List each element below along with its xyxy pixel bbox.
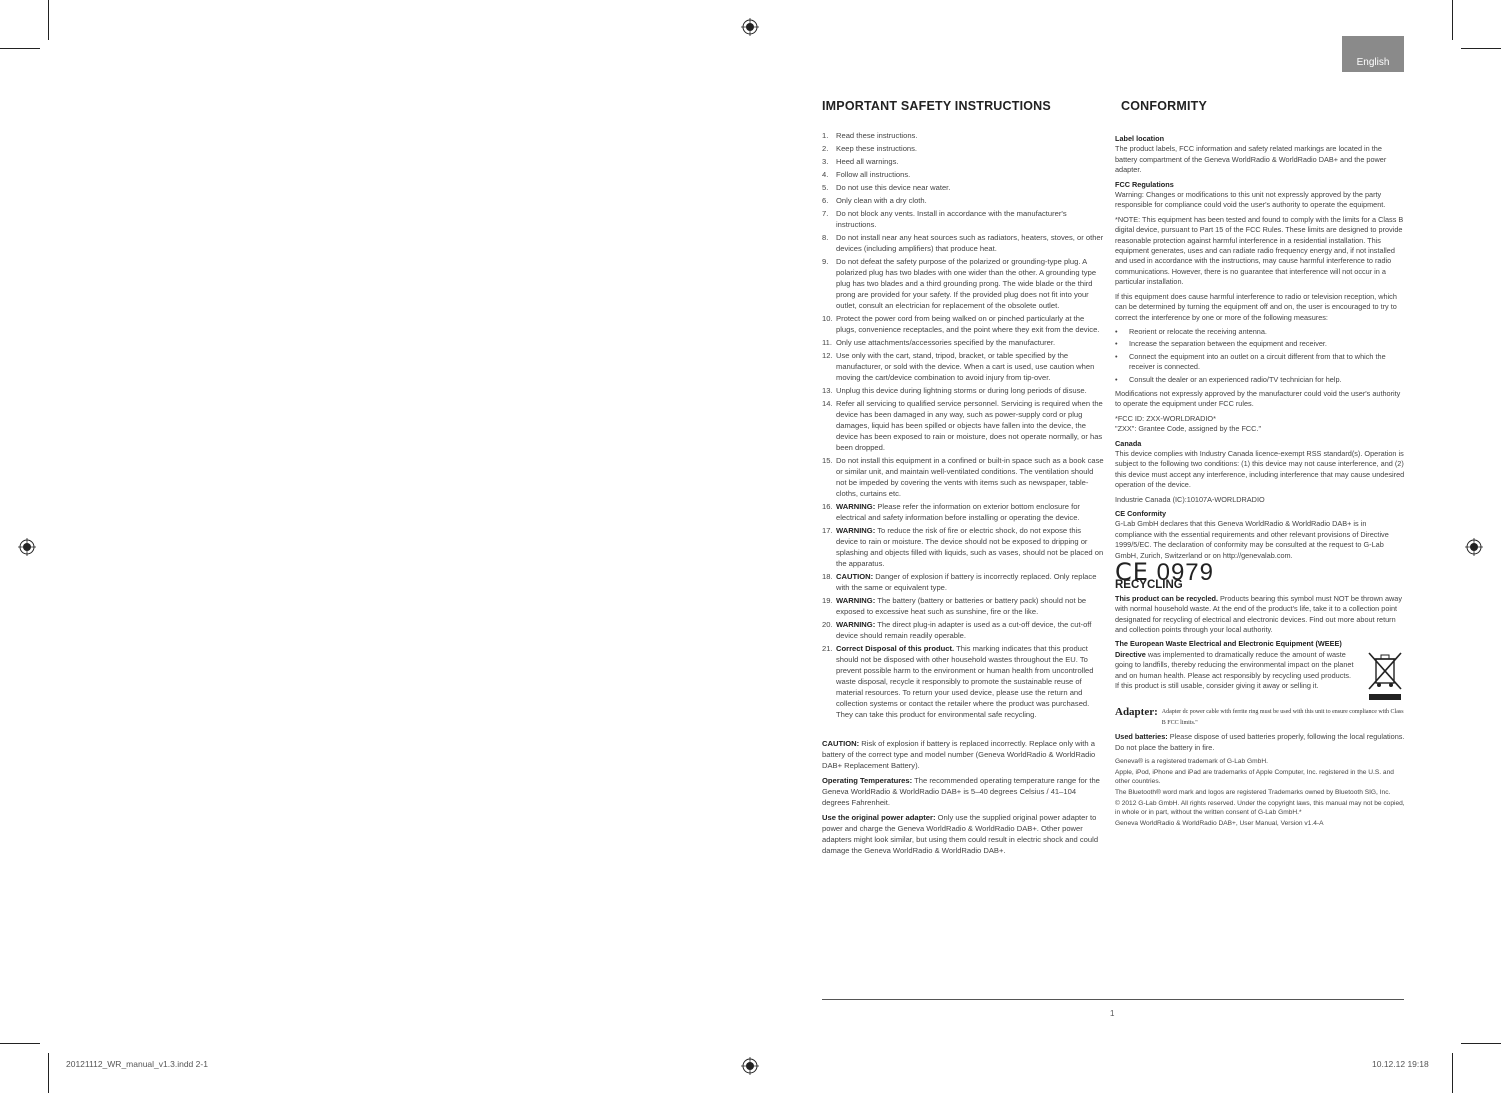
crop-mark [48,1053,49,1093]
safety-item-number: 7. [822,209,829,218]
manual-version: Geneva WorldRadio & WorldRadio DAB+, User Manual, Version v1.4-A [1115,820,1324,828]
safety-item-text: CAUTION: Danger of explosion if battery is incorrectly replaced. Only replace with the same or equivalent type. [836,572,1097,592]
safety-item [822,232,1105,254]
canada-title: Canada [1115,438,1142,448]
fcc-measure-item: • Connect the equipment into an outlet on a circuit different from that to which the receiver is connected. [1115,351,1386,372]
safety-item-text: Follow all instructions. [836,170,911,179]
safety-item [822,130,1105,141]
safety-item-text: Read these instructions. [836,131,918,140]
safety-item-number: 6. [822,196,829,205]
safety-item [822,643,1105,720]
crop-mark [1452,0,1453,40]
fcc-note: *NOTE: This equipment has been tested and found to comply with the limits for a Class B digital device, pursuant to Part 15 of the FCC Rules. These limits are designed to provide reasonable protection against harmful interference in a residential installation. This equipment generates, uses and can radiate radio frequency energy and, if not installed and used in accordance with the instructions, may cause harmful interference to radio communications. However, there is no guarantee that interference will not occur in a particular installation. [1115,214,1404,287]
language-label: English [1356,57,1390,68]
registration-mark-icon [741,18,759,36]
temperature-paragraph: Operating Temperatures: The recommended operating temperature range for the Geneva WorldRadio & WorldRadio DAB+ is 5–40 degrees Celsius / 41–104 degrees Fahrenheit. [822,776,1100,807]
safety-item-number: 19. [822,596,833,605]
safety-item [822,169,1105,180]
safety-item-text: Only clean with a dry cloth. [836,196,927,205]
safety-item [822,350,1105,383]
safety-item-number: 8. [822,233,829,242]
conformity-column [1115,130,1405,828]
safety-item-number: 2. [822,144,829,153]
safety-heading: IMPORTANT SAFETY INSTRUCTIONS [822,99,1051,113]
safety-item-number: 12. [822,351,833,360]
safety-item-number: 9. [822,257,829,266]
safety-item [822,501,1105,523]
trademark-apple: Apple, iPod, iPhone and iPad are trademarks of Apple Computer, Inc. registered in the U.S. and other countries. [1115,769,1394,786]
footer-timestamp: 10.12.12 19:18 [1372,1059,1429,1069]
canada-ic: Industrie Canada (IC):10107A-WORLDRADIO [1115,494,1265,504]
weee-block [1115,639,1405,703]
safety-item-text: WARNING: To reduce the risk of fire or electric shock, do not expose this device to rain or moisture. The device should not be exposed to dripping or splashing and objects filled with liquids, such as vases, should not be placed on the apparatus. [836,526,1104,568]
fcc-title: FCC Regulations [1115,179,1174,189]
ce-title: CE Conformity [1115,509,1167,518]
bullet-icon: • [1115,351,1118,361]
safety-item-text: Unplug this device during lightning storms or during long periods of disuse. [836,386,1087,395]
safety-item [822,195,1105,206]
trademark-bluetooth: The Bluetooth® word mark and logos are registered Trademarks owned by Bluetooth SIG, Inc. [1115,789,1391,797]
safety-item-number: 10. [822,314,833,323]
fcc-grantee: "ZXX": Grantee Code, assigned by the FCC." [1115,424,1262,434]
language-tab [1342,36,1404,72]
caution-paragraph: CAUTION: Risk of explosion if battery is replaced incorrectly. Replace only with a battery of the correct type and model number (Geneva WorldRadio & WorldRadio DAB+ Replacement Battery). [822,739,1096,770]
safety-list [822,130,1105,720]
safety-item [822,143,1105,154]
safety-item-text: Heed all warnings. [836,157,899,166]
bullet-icon: • [1115,326,1118,336]
crop-mark [1461,48,1501,49]
safety-item [822,256,1105,311]
fcc-modifications: Modifications not expressly approved by the manufacturer could void the user's authority to operate the equipment under FCC rules. [1115,388,1401,409]
crop-mark [0,1043,40,1044]
safety-item-text: Correct Disposal of this product. This marking indicates that this product should not be disposed with other household wastes throughout the EU. To prevent possible harm to the environment or human health from uncontrolled waste disposal, recycle it responsibly to promote the sustainable reuse of material resources. To return your used device, please use the return and collection systems or contact the retailer where the product was purchased. They can take this product for environmental safe recycling. [836,644,1094,719]
ce-text: G-Lab GmbH declares that this Geneva WorldRadio & WorldRadio DAB+ is in compliance with the essential requirements and other relevant provisions of Directive 1999/5/EC. The declaration of conformity may be consulted at the request to G-Lab GmbH, Zurich, Switzerland or on http://genevalab.com. [1115,519,1389,560]
adapter-paragraph: Use the original power adapter: Only use the supplied original power adapter to power and charge the Geneva WorldRadio & WorldRadio DAB+. Other power adapters might look similar, but using them could result in electric shock and could damage the Geneva WorldRadio & WorldRadio DAB+. [822,813,1099,855]
crop-mark [1461,1043,1501,1044]
label-location-text: The product labels, FCC information and safety related markings are located in the battery compartment of the Geneva WorldRadio & WorldRadio DAB+ and the power adapter. [1115,144,1387,175]
safety-item [822,525,1105,569]
safety-item-text: Do not defeat the safety purpose of the polarized or grounding-type plug. A polarized plug has two blades with one wider than the other. A grounding type plug has two blades and a third grounding prong. The wide blade or the third prong are provided for your safety. If the provided plug does not fit into your outlet, consult an electrician for replacement of the obsolete outlet. [836,257,1097,310]
safety-item-text: WARNING: Please refer the information on exterior bottom enclosure for electrical and safety information before installing or operating the device. [836,502,1080,522]
copyright-notice: © 2012 G-Lab GmbH. All rights reserved. Under the copyright laws, this manual may not be copied, in whole or in part, without the written consent of G-Lab GmbH.* [1115,800,1405,817]
registration-mark-icon [18,538,36,556]
recycling-heading: RECYCLING [1115,579,1183,592]
trademark-geneva: Geneva® is a registered trademark of G-Lab GmbH. [1115,758,1268,766]
safety-item-number: 16. [822,502,833,511]
registration-mark-icon [1465,538,1483,556]
footer-filename: 20121112_WR_manual_v1.3.indd 2-1 [66,1059,208,1069]
fcc-measures-list [1115,327,1405,385]
safety-column [822,130,1105,860]
safety-item-text: Keep these instructions. [836,144,918,153]
safety-item-text: Refer all servicing to qualified service personnel. Servicing is required when the device has been damaged in any way, such as power-supply cord or plug damages, liquid has been spilled or objects have fallen into the device, the device has been exposed to rain or moisture, does not operate normally, or has been dropped. [836,399,1103,452]
safety-item-text: Do not use this device near water. [836,183,951,192]
safety-item-number: 14. [822,399,833,408]
safety-item-number: 5. [822,183,829,192]
safety-item [822,455,1105,499]
safety-item-number: 11. [822,338,832,347]
bullet-icon: • [1115,339,1118,349]
safety-item [822,182,1105,193]
fcc-measure-item: • Reorient or relocate the receiving antenna. [1115,326,1267,336]
canada-text: This device complies with Industry Canada licence-exempt RSS standard(s). Operation is subject to the following two conditions: (1) this device may not cause interference, and (2) this device must accept any interference, including interference that may cause undesired operation of the device. [1115,448,1405,490]
label-location-title: Label location [1115,134,1165,143]
safety-item-text: WARNING: The battery (battery or batteries or battery pack) should not be exposed to excessive heat such as sunshine, fire or the like. [836,596,1087,616]
safety-item [822,619,1105,641]
safety-item-text: Protect the power cord from being walked on or pinched particularly at the plugs, convenience receptacles, and the point where they exit from the device. [836,314,1100,334]
safety-item [822,156,1105,167]
crop-mark [48,0,49,40]
bottom-divider [822,999,1404,1000]
weee-paragraph: The European Waste Electrical and Electronic Equipment (WEEE) Directive was implemented to dramatically reduce the amount of waste going to landfills, thereby reducing the environmental impact on the planet and on human health. Please act responsibly by recycling used products. If this product is still usable, consider giving it away or selling it. [1115,639,1354,691]
fcc-warning: Warning: Changes or modifications to this unit not expressly approved by the party responsible for compliance could void the user's authority to operate the equipment. [1115,190,1386,210]
safety-item-text: Use only with the cart, stand, tripod, bracket, or table specified by the manufacturer, or sold with the device. When a cart is used, use caution when moving the cart/device combination to avoid injury from tip-over. [836,351,1095,382]
fcc-measure-item: • Increase the separation between the equipment and receiver. [1115,339,1327,349]
safety-item [822,337,1105,348]
safety-item-number: 13. [822,386,833,395]
fcc-if: If this equipment does cause harmful interference to radio or television reception, which can be determined by turning the equipment off and on, the user is encouraged to try to correct the interference by one or more of the following measures: [1115,291,1397,322]
safety-item-number: 1. [822,131,829,140]
safety-item-text: Do not install near any heat sources such as radiators, heaters, stoves, or other devices (including amplifiers) that produce heat. [836,233,1104,253]
batteries-paragraph: Used batteries: Please dispose of used batteries properly, following the local regulations. Do not place the battery in fire. [1115,732,1405,752]
safety-item-number: 20. [822,620,833,629]
crop-mark [0,48,40,49]
page-number: 1 [1110,1009,1115,1018]
safety-item [822,595,1105,617]
safety-item [822,385,1105,396]
adapter-note: Adapter: Adapter dc power cable with ferrite ring must be used with this unit to ensure compliance with Class B FCC limits." [1115,706,1404,726]
safety-item [822,208,1105,230]
safety-item-number: 4. [822,170,829,179]
safety-item-text: Do not block any vents. Install in accordance with the manufacturer's instructions. [836,209,1067,229]
recycle-paragraph: This product can be recycled. Products bearing this symbol must NOT be thrown away with normal household waste. At the end of the product's life, take it to a collection point designated for recycling of electrical and electronic devices. Find out more about return and collection points through your local authority. [1115,593,1402,635]
safety-item-text: WARNING: The direct plug-in adapter is used as a cut-off device, the cut-off device should remain readily operable. [836,620,1092,640]
registration-mark-icon [741,1057,759,1075]
safety-item-text: Do not install this equipment in a confined or built-in space such as a book case or similar unit, and maintain well-ventilated conditions. The ventilation should not be impeded by covering the vents with items such as newspaper, table-cloths, curtains etc. [836,456,1104,498]
ce-mark-logo: CE 0979 [1115,558,1214,587]
safety-item-number: 21. [822,644,833,653]
safety-item-number: 18. [822,572,833,581]
safety-item-text: Only use attachments/accessories specified by the manufacturer. [836,338,1056,347]
safety-item-number: 3. [822,157,829,166]
weee-bin-icon [1365,649,1405,703]
conformity-heading: CONFORMITY [1121,99,1208,113]
safety-item-number: 15. [822,456,833,465]
bullet-icon: • [1115,374,1118,384]
fcc-id: *FCC ID: ZXX-WORLDRADIO* [1115,413,1216,423]
safety-item-number: 17. [822,526,833,535]
safety-item [822,571,1105,593]
crop-mark [1452,1053,1453,1093]
fcc-measure-item: • Consult the dealer or an experienced radio/TV technician for help. [1115,374,1342,384]
safety-item [822,398,1105,453]
safety-item [822,313,1105,335]
